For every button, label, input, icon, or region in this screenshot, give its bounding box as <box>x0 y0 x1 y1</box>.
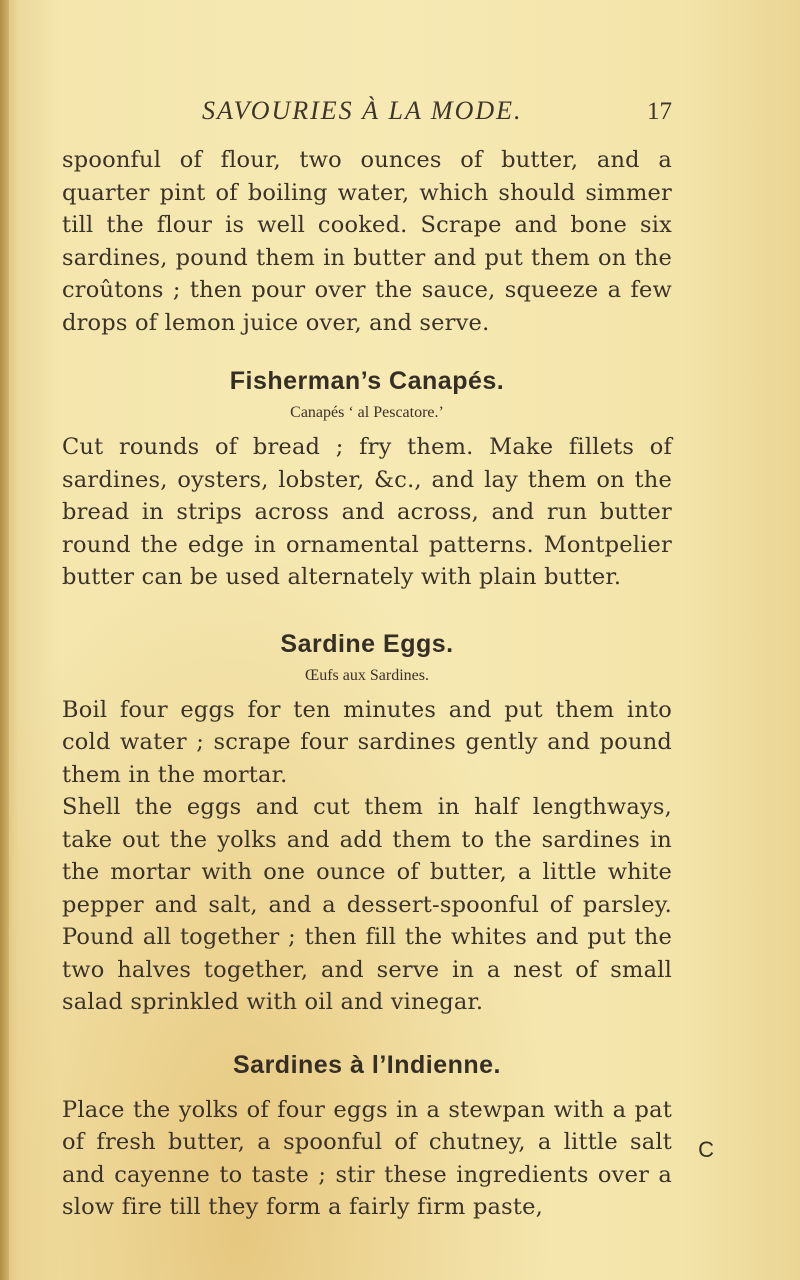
running-title: SAVOURIES À LA MODE. <box>202 96 523 125</box>
recipe-title: Sardine Eggs. <box>280 629 454 658</box>
running-header <box>62 96 672 132</box>
intro-paragraph: spoonful of flour, two ounces of butter, and a quarter pint of boiling water, which should simmer till the flour is well cooked. Scrape and bone six sardines, pound them in butter and put them on the croûtons ; then pour over the sauce, squeeze a few drops of lemon juice over, and serve. <box>62 147 672 336</box>
book-page <box>62 96 672 1224</box>
catchword: C <box>698 1137 714 1162</box>
recipe-paragraph: Shell the eggs and cut them in half lengthways, take out the yolks and add them to the sardines in the mortar with one ounce of butter, a little white pepper and salt, and a dessert-spoonful of parsley. Pound all together ; then fill the whites and put the two halves together, and serve in a nest of small salad sprinkled with oil and vinegar. <box>62 794 672 1015</box>
recipe-paragraph: Boil four eggs for ten minutes and put them into cold water ; scrape four sardines gently and pound them in the mortar. <box>62 696 672 788</box>
recipe-title: Fisherman’s Canapés. <box>229 367 505 395</box>
recipe-sardine-eggs <box>62 630 672 1019</box>
recipe-subtitle: Œufs aux Sardines. <box>305 666 429 684</box>
recipe-fishermans-canapes <box>62 367 672 594</box>
page-number: 17 <box>647 98 672 125</box>
recipe-sardines-indienne <box>62 1051 672 1224</box>
page-spine-edge <box>0 0 9 1280</box>
recipe-paragraph: Cut rounds of bread ; fry them. Make fillets of sardines, oysters, lobster, &c., and lay them on the bread in strips across and across, and run butter round the edge in ornamental patterns. Montpelier butter can be used alternately with plain butter. <box>62 434 672 590</box>
recipe-subtitle: Canapés ‘ al Pescatore.’ <box>290 404 444 421</box>
recipe-title: Sardines à l’Indienne. <box>232 1050 502 1079</box>
recipe-paragraph: Place the yolks of four eggs in a stewpan with a pat of fresh butter, a spoonful of chutney, a little salt and cayenne to taste ; stir these ingredients over a slow fire till they form a fairly firm paste, <box>62 1096 672 1220</box>
